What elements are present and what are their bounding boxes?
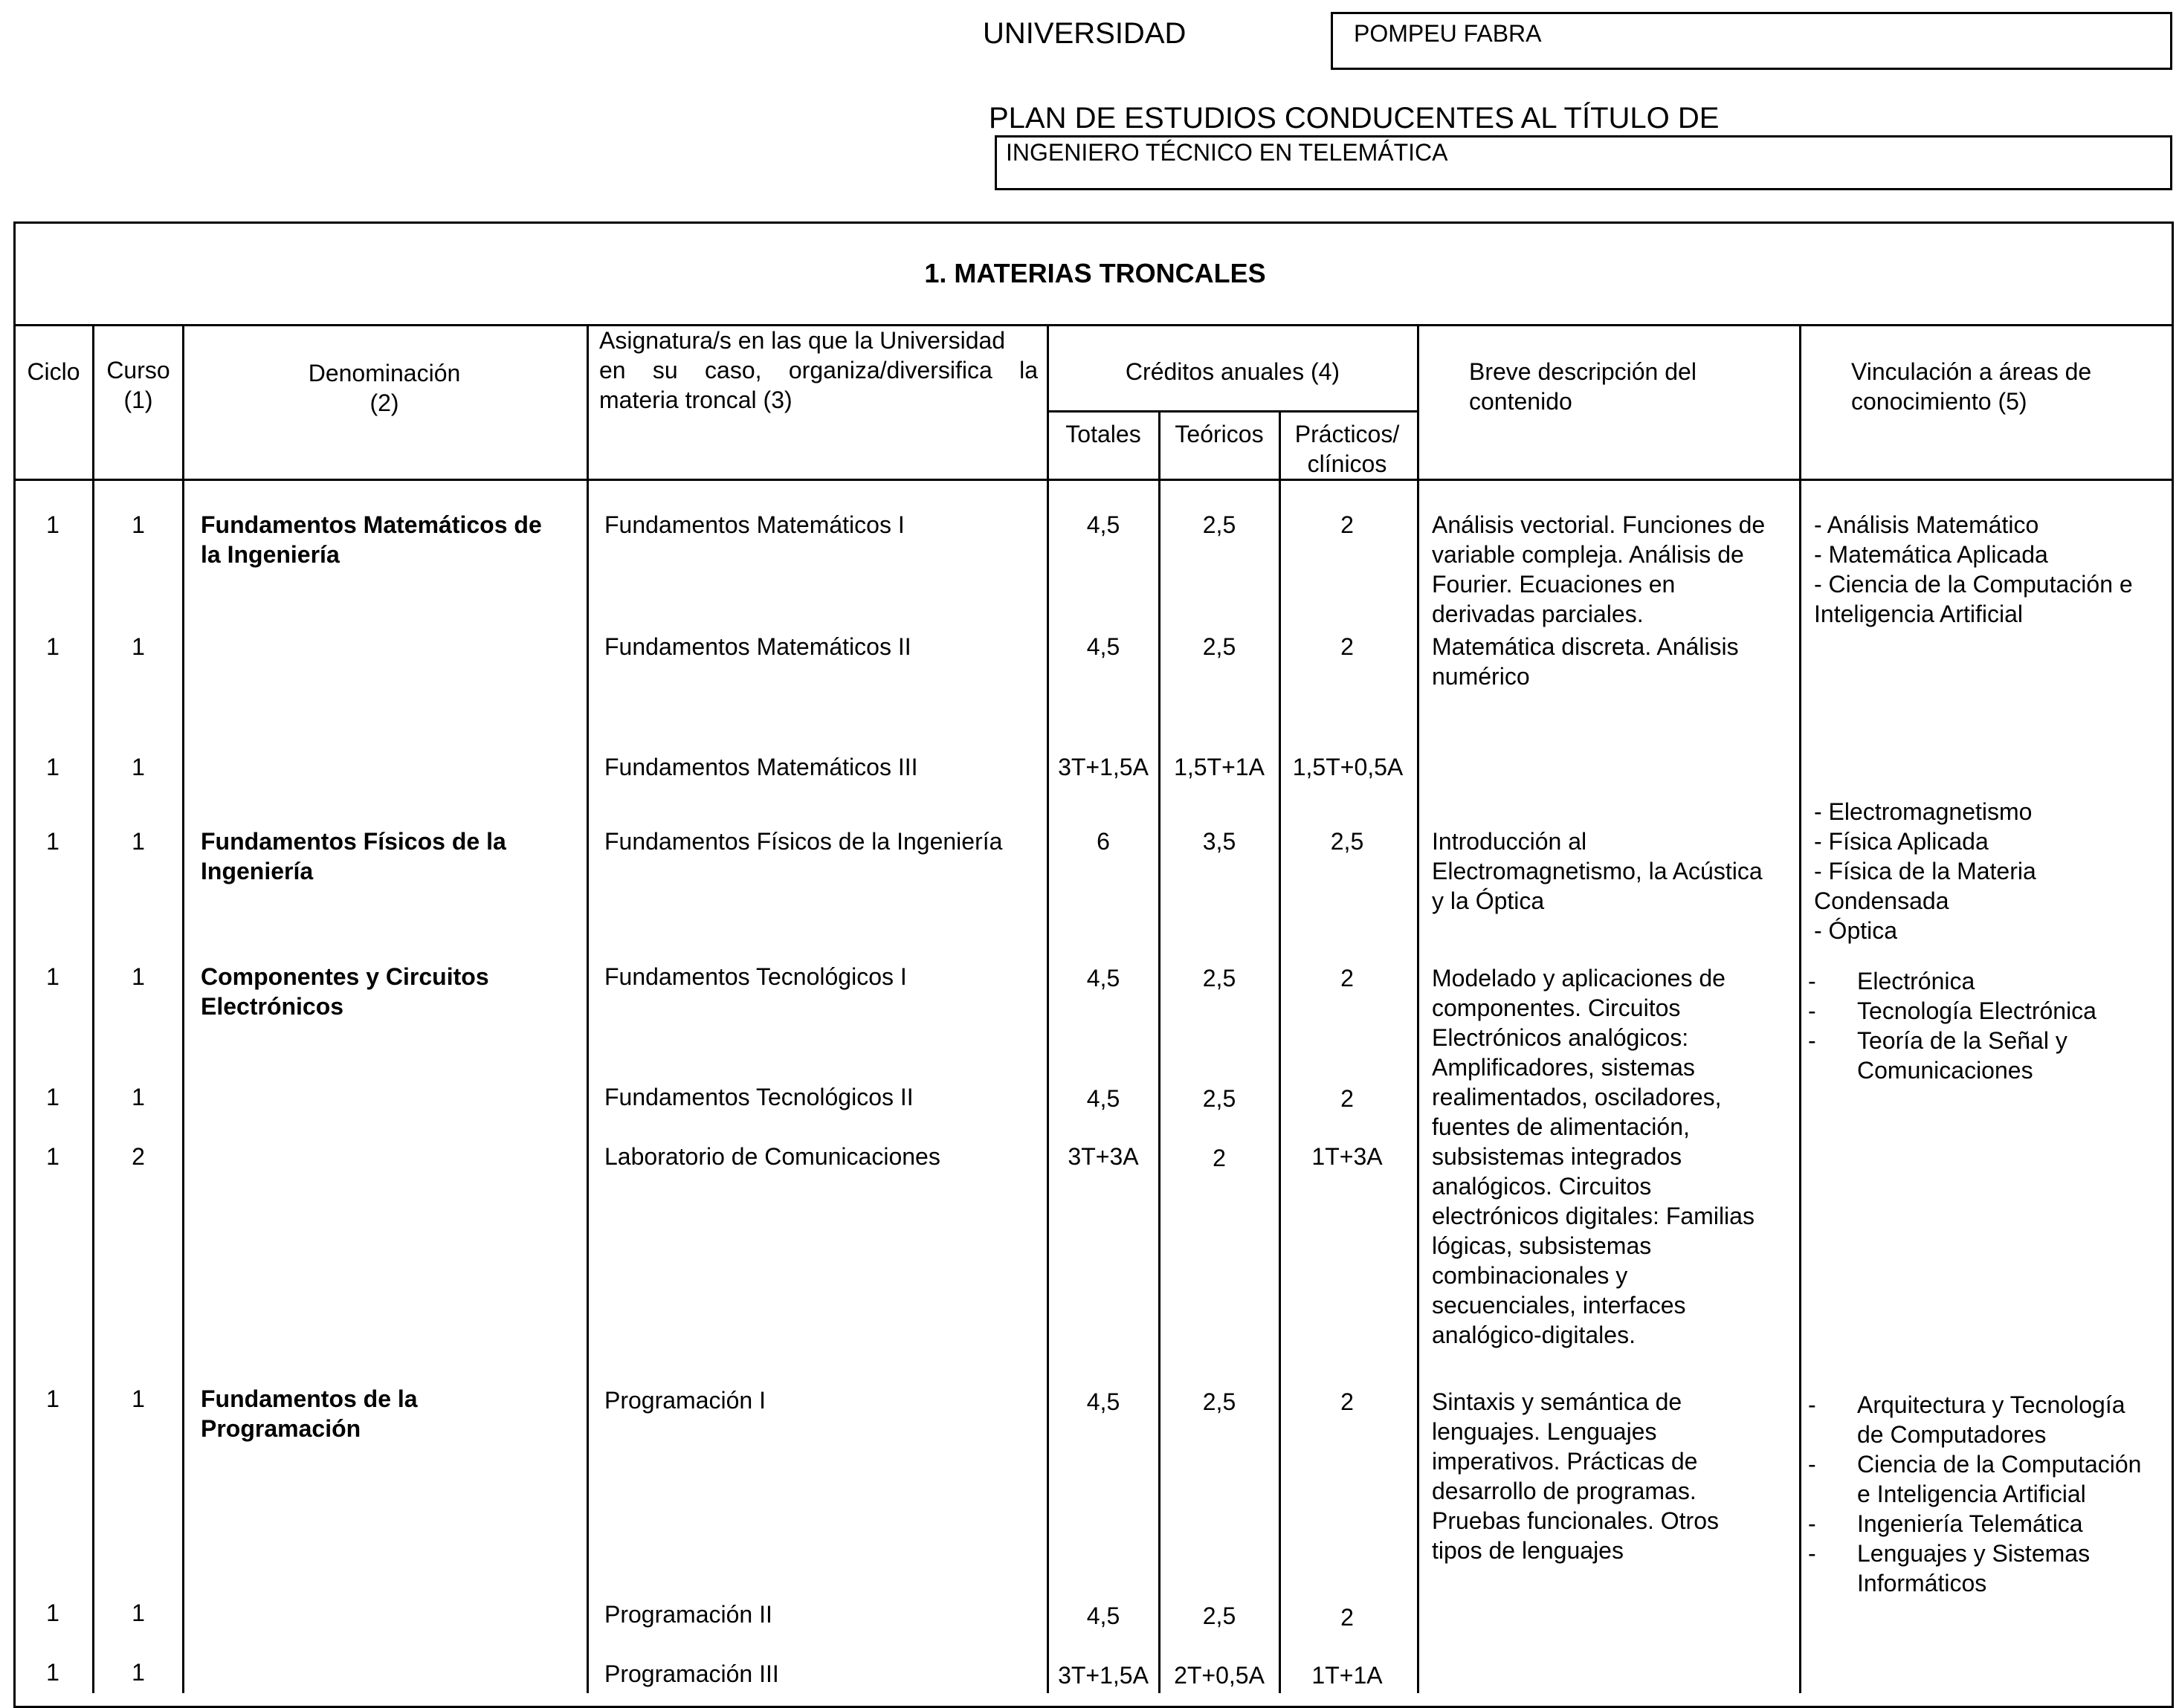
area-item [1808, 1449, 2141, 1509]
description-matematicos-discreta: Matemática discreta. Análisis numérico [1432, 633, 1739, 690]
cell-practicos: 2 [1340, 1085, 1354, 1112]
bullet: - [1808, 1451, 1816, 1478]
cell-totales: 3T+1,5A [1058, 1662, 1149, 1689]
cell-practicos: 1T+1A [1311, 1662, 1383, 1689]
bullet: - [1808, 968, 1816, 994]
cell-ciclo: 1 [46, 1599, 59, 1626]
cell-asignatura: Programación III [604, 1660, 779, 1687]
cell-curso: 1 [132, 1084, 145, 1110]
area-label: Tecnología Electrónica [1857, 997, 2096, 1024]
cell-totales: 4,5 [1086, 511, 1120, 538]
cell-curso: 1 [132, 511, 145, 538]
header-practicos: Prácticos/ clínicos [1294, 421, 1400, 477]
cell-asignatura: Programación II [604, 1601, 772, 1628]
cell-teoricos: 2T+0,5A [1174, 1662, 1265, 1689]
cell-curso: 1 [132, 1599, 145, 1626]
area-label: Ingeniería Telemática [1857, 1510, 2083, 1537]
header-curso: Curso (1) [106, 357, 170, 413]
cell-totales: 4,5 [1086, 965, 1120, 992]
area-item [1808, 1026, 2096, 1085]
cell-ciclo: 1 [46, 963, 59, 990]
degree-title: INGENIERO TÉCNICO EN TELEMÁTICA [1006, 139, 1448, 166]
cell-ciclo: 1 [46, 828, 59, 855]
cell-teoricos: 2,5 [1202, 1085, 1236, 1112]
header-asignatura [599, 326, 1038, 415]
cell-curso: 1 [132, 1659, 145, 1686]
cell-asignatura: Fundamentos Tecnológicos II [604, 1084, 914, 1110]
area-label: Lenguajes y Sistemas Informáticos [1857, 1540, 2091, 1597]
cell-totales: 4,5 [1086, 1602, 1120, 1629]
cell-teoricos: 1,5T+1A [1174, 754, 1265, 780]
cell-practicos: 2,5 [1330, 828, 1364, 855]
cell-practicos: 2 [1340, 633, 1354, 660]
col-line-teoricos [1279, 410, 1281, 1693]
header-denominacion: Denominación (2) [308, 360, 461, 416]
bullet: - [1808, 1391, 1816, 1418]
description-matematicos: Análisis vectorial. Funciones de variable compleja. Análisis de Fourier. Ecuaciones en derivadas parciales. [1432, 511, 1766, 627]
areas-componentes-list [1808, 966, 2096, 1085]
cell-practicos: 1,5T+0,5A [1292, 754, 1404, 780]
cell-teoricos: 2,5 [1202, 1388, 1236, 1415]
plan-label: PLAN DE ESTUDIOS CONDUCENTES AL TÍTULO DE [989, 102, 1720, 135]
description-fisicos: Introducción al Electromagnetismo, la Acústica y la Óptica [1432, 828, 1763, 914]
cell-asignatura: Fundamentos Matemáticos III [604, 754, 918, 780]
cell-asignatura: Fundamentos Matemáticos I [604, 511, 905, 538]
university-name: POMPEU FABRA [1354, 20, 1542, 47]
area-item [1808, 1539, 2141, 1598]
degree-box [995, 135, 2172, 190]
cell-denominacion: Fundamentos de la Programación [201, 1385, 418, 1442]
bullet: - [1808, 1540, 1816, 1567]
col-line-denominacion [587, 324, 589, 1693]
col-line-asignatura [1047, 324, 1049, 1693]
cell-asignatura: Fundamentos Tecnológicos I [604, 963, 907, 990]
description-componentes: Modelado y aplicaciones de componentes. Circuitos Electrónicos analógicos: Amplificadores, sistemas realimentados, osciladores, fuentes de alimentación, subsistemas integrados analógicos. Circuitos electrónicos digitales: Familias lógicas, subsistemas combinacionales y secuenciales, interfaces analógico-digitales. [1432, 965, 1755, 1348]
cell-totales: 4,5 [1086, 1085, 1120, 1112]
area-label: Arquitectura y Tecnología de Computadores [1857, 1391, 2125, 1448]
cell-totales: 4,5 [1086, 633, 1120, 660]
cell-asignatura: Laboratorio de Comunicaciones [604, 1143, 940, 1170]
header-divider [13, 479, 2174, 481]
title-divider [13, 324, 2174, 326]
cell-asignatura: Fundamentos Físicos de la Ingeniería [604, 828, 1003, 855]
cell-ciclo: 1 [46, 633, 59, 660]
cell-curso: 1 [132, 828, 145, 855]
cell-asignatura: Fundamentos Matemáticos II [604, 633, 911, 660]
col-line-descripcion [1799, 324, 1801, 1693]
cell-curso: 1 [132, 1385, 145, 1412]
area-label: Electrónica [1857, 968, 1975, 994]
header-asignatura-line3: materia troncal (3) [599, 386, 792, 413]
cell-asignatura: Programación I [604, 1387, 766, 1414]
header-ciclo: Ciclo [27, 358, 80, 385]
cell-ciclo: 1 [46, 1084, 59, 1110]
cell-ciclo: 1 [46, 754, 59, 780]
cell-teoricos: 2,5 [1202, 633, 1236, 660]
header-asignatura-line2: en su caso, organiza/diversifica la [599, 357, 1038, 384]
header-creditos: Créditos anuales (4) [1125, 358, 1340, 385]
cell-ciclo: 1 [46, 1143, 59, 1170]
area-label: Teoría de la Señal y Comunicaciones [1857, 1027, 2067, 1084]
cell-practicos: 1T+3A [1311, 1143, 1383, 1170]
header-totales: Totales [1065, 421, 1141, 447]
col-line-totales [1158, 410, 1160, 1693]
description-programacion: Sintaxis y semántica de lenguajes. Lenguajes imperativos. Prácticas de desarrollo de programas. Pruebas funcionales. Otros tipos de lenguajes [1432, 1388, 1719, 1564]
col-line-curso [182, 324, 184, 1693]
bullet: - [1808, 1027, 1816, 1054]
cell-totales: 3T+3A [1068, 1143, 1139, 1170]
cell-totales: 3T+1,5A [1058, 754, 1149, 780]
header-vinculacion: Vinculación a áreas de conocimiento (5) [1851, 358, 2092, 415]
area-item [1808, 1390, 2141, 1449]
cell-teoricos: 2 [1213, 1145, 1226, 1171]
cell-practicos: 2 [1340, 1388, 1354, 1415]
col-line-creditos [1417, 324, 1419, 1693]
cell-curso: 1 [132, 754, 145, 780]
header-asignatura-line1: Asignatura/s en las que la Universidad [599, 327, 1006, 354]
bullet: - [1808, 1510, 1816, 1537]
area-item [1808, 1509, 2141, 1539]
area-item [1808, 996, 2096, 1026]
cell-ciclo: 1 [46, 511, 59, 538]
areas-fisicos: - Electromagnetismo - Física Aplicada - Física de la Materia Condensada - Óptica [1814, 798, 2036, 944]
header-teoricos: Teóricos [1175, 421, 1264, 447]
area-label: Ciencia de la Computación e Inteligencia Artificial [1857, 1451, 2142, 1507]
cell-practicos: 2 [1340, 511, 1354, 538]
col-line-ciclo [92, 324, 94, 1693]
cell-curso: 1 [132, 633, 145, 660]
cell-teoricos: 2,5 [1202, 1602, 1236, 1629]
university-label: UNIVERSIDAD [983, 17, 1187, 50]
cell-denominacion: Fundamentos Matemáticos de la Ingeniería [201, 511, 542, 568]
cell-curso: 1 [132, 963, 145, 990]
cell-teoricos: 3,5 [1202, 828, 1236, 855]
cell-teoricos: 2,5 [1202, 511, 1236, 538]
cell-teoricos: 2,5 [1202, 965, 1236, 992]
areas-matematicos: - Análisis Matemático - Matemática Aplicada - Ciencia de la Computación e Inteligencia Artificial [1814, 511, 2133, 627]
cell-ciclo: 1 [46, 1659, 59, 1686]
creditos-sub-divider [1047, 410, 1419, 413]
header-descripcion: Breve descripción del contenido [1469, 358, 1697, 415]
bullet: - [1808, 997, 1816, 1024]
cell-totales: 6 [1097, 828, 1110, 855]
university-name-box [1331, 12, 2172, 70]
areas-programacion-list [1808, 1390, 2141, 1598]
cell-curso: 2 [132, 1143, 145, 1170]
cell-denominacion: Componentes y Circuitos Electrónicos [201, 963, 489, 1020]
cell-totales: 4,5 [1086, 1388, 1120, 1415]
cell-practicos: 2 [1340, 965, 1354, 992]
cell-denominacion: Fundamentos Físicos de la Ingeniería [201, 828, 506, 884]
cell-ciclo: 1 [46, 1385, 59, 1412]
cell-practicos: 2 [1340, 1604, 1354, 1631]
area-item [1808, 966, 2096, 996]
table-title: 1. MATERIAS TRONCALES [924, 258, 1266, 288]
